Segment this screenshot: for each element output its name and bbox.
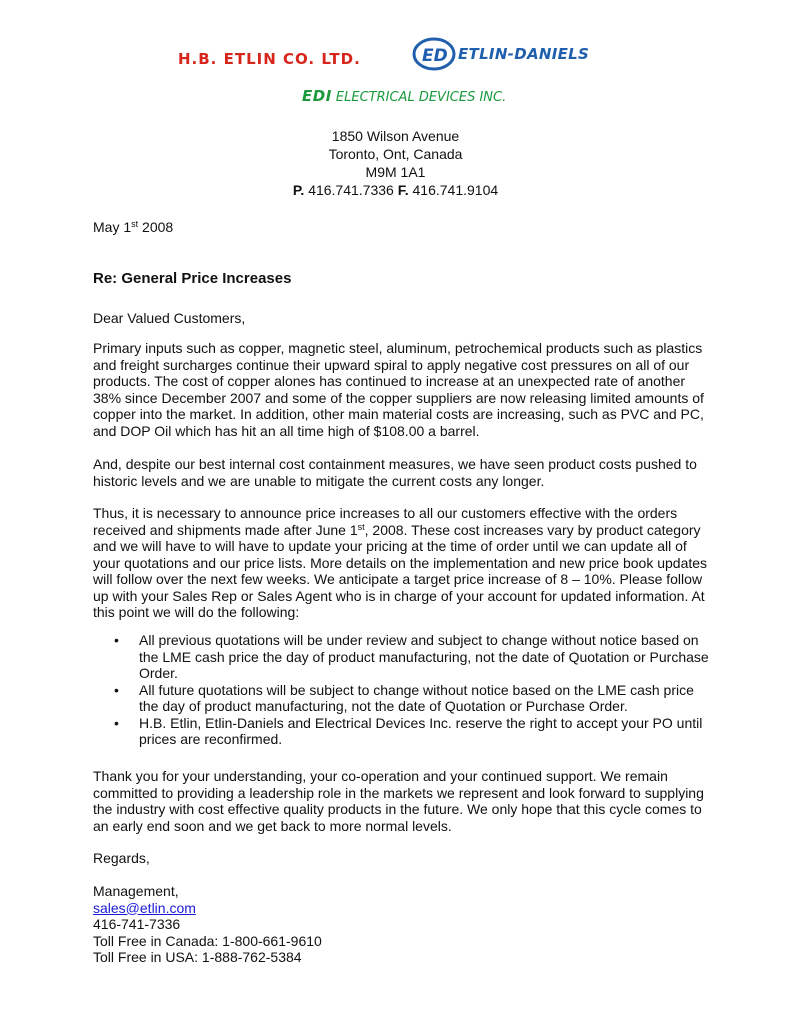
city: Toronto, Ont, Canada [328, 146, 463, 162]
bullet-list [93, 632, 713, 748]
phone-fax [0, 181, 791, 199]
paragraph-4: Thank you for your understanding, your co-operation and your continued support. We remain committed to providing a leadership role in the markets we represent and look forward to supplying the industry with cost effective quality products in the future. We only hope that this cycle comes to an early end soon and we get back to more normal levels. [93, 768, 704, 834]
date-year: 2008 [142, 219, 174, 235]
bullet-icon: • [114, 681, 119, 698]
list-item [93, 632, 713, 682]
fax-number: 416.741.9104 [412, 182, 499, 198]
street: 1850 Wilson Avenue [331, 128, 460, 144]
toll-free-usa: Toll Free in USA: 1-888-762-5384 [93, 949, 302, 965]
paragraph-3 [93, 505, 713, 621]
etlin-daniels-name: ETLIN-DANIELS [458, 45, 590, 63]
paragraph-3-suffix: st [357, 521, 365, 532]
list-item-text: H.B. Etlin, Etlin-Daniels and Electrical Devices Inc. reserve the right to accept your PO until prices are reconfirmed. [139, 714, 703, 747]
signature-block [93, 883, 713, 966]
greeting: Dear Valued Customers, [93, 310, 246, 326]
bullet-icon: • [114, 632, 119, 648]
phone-number: 416.741.7336 [308, 182, 394, 198]
signature-phone: 416-741-7336 [93, 916, 181, 932]
bullet-icon: • [114, 714, 119, 731]
ed-emblem-icon [412, 36, 456, 72]
closing: Regards, [93, 850, 150, 866]
date-suffix: st [131, 219, 139, 229]
date-month: May 1 [93, 219, 132, 235]
paragraph-2: And, despite our best internal cost containment measures, we have seen product costs pushed to historic levels and we are unable to mitigate the current costs any longer. [93, 456, 697, 489]
hb-etlin-logo: H.B. ETLIN CO. LTD. [178, 50, 361, 68]
paragraph-3-before: Thus, it is necessary to announce price increases to all our customers effective with the orders received and shipments made after June 1 [93, 505, 678, 538]
list-item [93, 715, 713, 748]
list-item [93, 682, 713, 715]
email-link[interactable]: sales@etlin.com [93, 899, 196, 916]
ed-emblem-text: ED [422, 46, 448, 66]
fax-label: F. [397, 182, 409, 198]
subject-line: Re: General Price Increases [93, 270, 292, 287]
signature-name: Management, [93, 883, 179, 899]
edi-logo [302, 87, 506, 105]
list-item-text: All previous quotations will be under review and subject to change without notice based on the LME cash price the day of product manufacturing, not the date of Quotation or Purchase Order. [139, 632, 709, 681]
address-block [0, 127, 791, 199]
edi-mark: EDI [302, 87, 332, 105]
letter-date [93, 219, 713, 236]
phone-label: P. [292, 182, 305, 198]
edi-name: ELECTRICAL DEVICES INC. [335, 90, 507, 105]
paragraph-3-after: , 2008. These cost increases vary by product category and we will have to will have to update your pricing at the time of order until we can update all of your quotations and our price lists. More details on the implementation and new price book updates will follow over the next few weeks. We anticipate a target price increase of 8 – 10%. Please follow up with your Sales Rep or Sales Agent who is in charge of your account for updated information. At this point we will do the following: [93, 521, 708, 620]
list-item-text: All future quotations will be subject to change without notice based on the LME cash price the day of product manufacturing, not the date of Quotation or Purchase Order. [139, 681, 694, 714]
postal-code: M9M 1A1 [365, 164, 426, 180]
paragraph-1: Primary inputs such as copper, magnetic steel, aluminum, petrochemical products such as plastics and freight surcharges continue their upward spiral to apply negative cost pressures on all of our products. The cost of copper alones has continued to increase at an unexpected rate of another 38% since December 2007 and some of the copper suppliers are now releasing limited amounts of copper into the market. In addition, other main material costs are increasing, such as PVC and PC, and DOP Oil which has hit an all time high of $108.00 a barrel. [93, 340, 704, 439]
toll-free-canada: Toll Free in Canada: 1-800-661-9610 [93, 932, 322, 949]
